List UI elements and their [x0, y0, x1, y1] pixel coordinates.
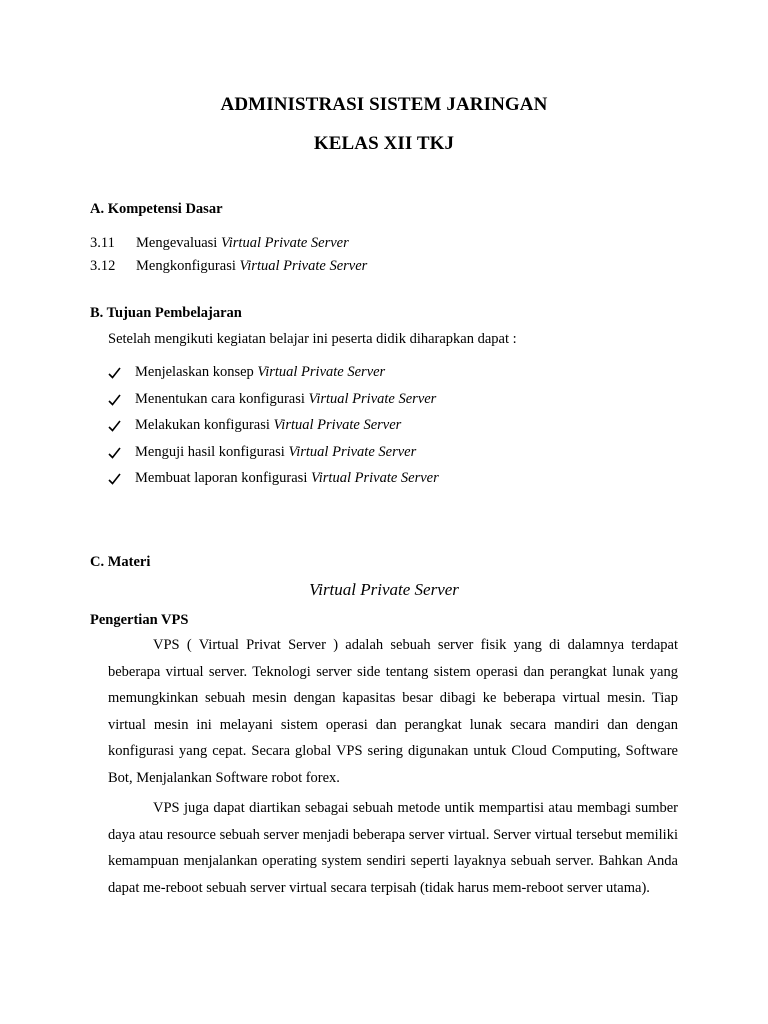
kompetensi-text-plain: Mengevaluasi — [136, 235, 221, 251]
kompetensi-text-italic: Virtual Private Server — [239, 258, 368, 274]
checkmark-icon — [108, 444, 135, 459]
objective-text-plain: Menguji hasil konfigurasi — [135, 443, 289, 460]
section-b-intro: Setelah mengikuti kegiatan belajar ini peserta didik diharapkan dapat : — [108, 331, 517, 347]
kompetensi-text — [136, 235, 349, 252]
checkmark-icon — [108, 364, 135, 379]
objective-text — [135, 444, 416, 461]
checkmark-icon — [108, 417, 135, 432]
objective-text-plain: Melakukan konfigurasi — [135, 417, 274, 434]
kompetensi-number: 3.11 — [90, 235, 115, 251]
section-c-heading: C. Materi — [90, 554, 151, 570]
kompetensi-text-plain: Mengkonfigurasi — [136, 258, 240, 274]
kompetensi-text-italic: Virtual Private Server — [220, 235, 349, 251]
document-subtitle: KELAS XII TKJ — [313, 133, 455, 154]
objective-text — [135, 417, 401, 434]
list-item — [108, 364, 439, 391]
materi-subheading: Pengertian VPS — [90, 612, 189, 628]
list-item — [108, 417, 439, 444]
kompetensi-number: 3.12 — [90, 258, 116, 274]
paragraph-pengertian-2: VPS juga dapat diartikan sebagai sebuah metode untik mempartisi atau membagi sumber daya atau resource sebuah server menjadi beberapa server virtual. Server virtual tersebut memiliki kemampuan menjalankan operating system sendiri seperti layaknya sebuah server. Bahkan Anda dapat me-reboot sebuah server virtual secara terpisah (tidak harus mem-reboot server utama). — [108, 800, 678, 896]
kompetensi-item — [90, 235, 349, 252]
objective-text-italic: Virtual Private Server — [288, 443, 417, 460]
objective-text-italic: Virtual Private Server — [273, 417, 402, 434]
document-title: ADMINISTRASI SISTEM JARINGAN — [220, 94, 548, 115]
objective-text — [135, 391, 436, 408]
section-b-heading: B. Tujuan Pembelajaran — [90, 305, 242, 321]
objective-text-plain: Menentukan cara konfigurasi — [135, 390, 309, 407]
list-item — [108, 444, 439, 471]
objectives-list — [108, 364, 439, 497]
checkmark-icon — [108, 470, 135, 485]
objective-text-plain: Membuat laporan konfigurasi — [135, 470, 311, 487]
checkmark-icon — [108, 391, 135, 406]
kompetensi-text — [136, 258, 367, 275]
objective-text-plain: Menjelaskan konsep — [135, 364, 258, 380]
objective-text-italic: Virtual Private Server — [257, 364, 386, 380]
objective-text — [135, 364, 385, 381]
list-item — [108, 391, 439, 418]
list-item — [108, 470, 439, 497]
objective-text — [135, 470, 439, 487]
section-a-heading: A. Kompetensi Dasar — [90, 201, 223, 217]
materi-title: Virtual Private Server — [309, 580, 459, 599]
paragraph-pengertian-1: VPS ( Virtual Privat Server ) adalah sebuah server fisik yang di dalamnya terdapat beberapa virtual server. Teknologi server side tentang sistem operasi dan perangkat lunak yang memungkinkan sebuah mesin dengan kapasitas besar dibagi ke beberapa virtual mesin. Tiap virtual mesin ini melayani sistem operasi dan perangkat lunak secara mandiri dan dengan konfigurasi yang cepat. Secara global VPS sering digunakan untuk Cloud Computing, Software Bot, Menjalankan Software robot forex. — [108, 637, 678, 786]
kompetensi-item — [90, 258, 367, 275]
objective-text-italic: Virtual Private Server — [308, 390, 437, 407]
objective-text-italic: Virtual Private Server — [310, 470, 439, 487]
